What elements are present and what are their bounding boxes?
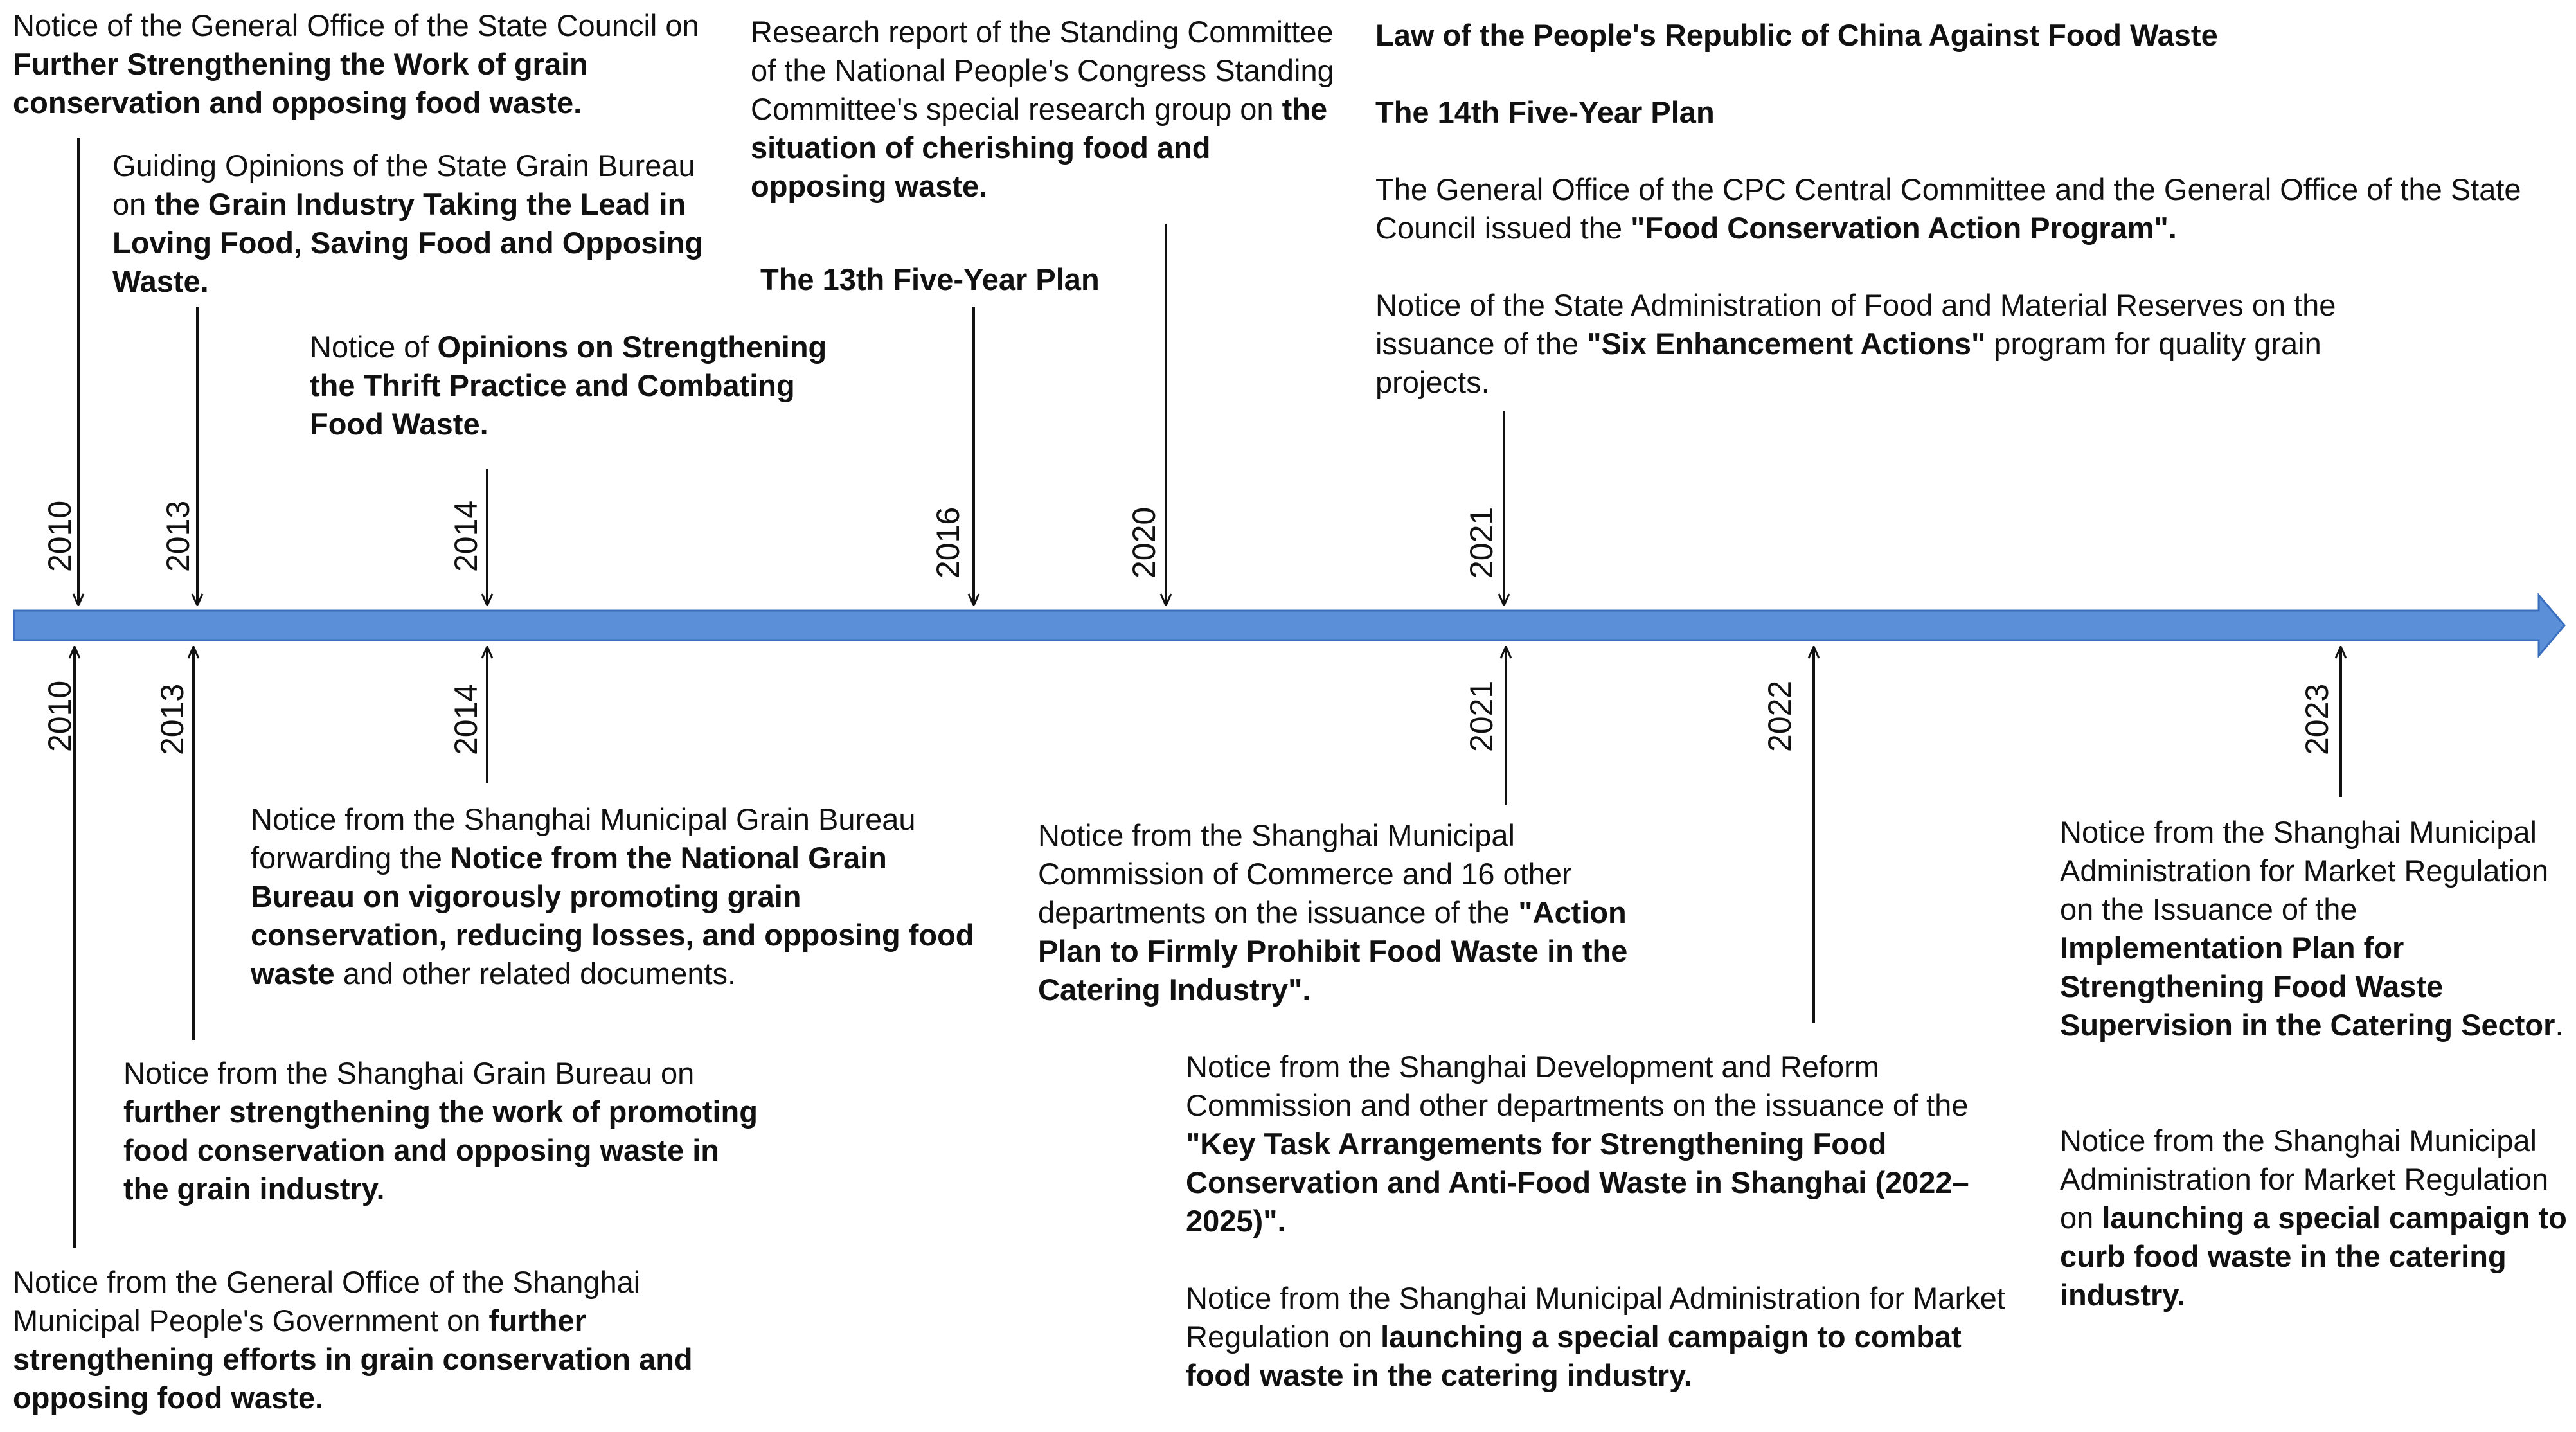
event-top-2021-notice xyxy=(1375,286,2429,402)
event-top-2021-plan xyxy=(1375,93,2545,132)
event-bottom-2014-title: Notice from the National Grain Bureau on vigorously promoting grain conservation, reducing losses, and opposing food waste xyxy=(251,841,974,990)
year-label-bottom-2023: 2023 xyxy=(2299,683,2335,755)
event-bottom-2021 xyxy=(1038,816,1687,1009)
year-label-bottom-2022: 2022 xyxy=(1762,680,1798,752)
event-bottom-2010-text: Notice from the General Office of the Shanghai Municipal People's Government on xyxy=(13,1265,641,1338)
event-top-2013-text: Guiding Opinions of the State Grain Bureau on xyxy=(112,148,695,221)
event-top-2013 xyxy=(112,147,736,301)
event-bottom-2022-tasks-text: Notice from the Shanghai Development and Reform Commission and other departments on the issuance of the xyxy=(1186,1050,1969,1122)
event-top-2021-law xyxy=(1375,16,2545,55)
event-bottom-2014-tail: and other related documents. xyxy=(334,956,737,990)
event-bottom-2023-plan-title: Implementation Plan for Strengthening Food Waste Supervision in the Catering Sector xyxy=(2060,931,2555,1042)
year-label-top-2016: 2016 xyxy=(930,506,966,578)
event-bottom-2022-campaign-text: Notice from the Shanghai Municipal Administration for Market Regulation on xyxy=(1186,1281,2005,1354)
event-top-2021-program-text: The General Office of the CPC Central Committee and the General Office of the State Council issued the xyxy=(1375,172,2521,245)
year-label-top-2014: 2014 xyxy=(448,500,484,572)
event-top-2020-title: the situation of cherishing food and opposing waste. xyxy=(751,92,1328,203)
event-top-2010-text: Notice of the General Office of the State Council on xyxy=(13,8,699,42)
year-label-top-2020: 2020 xyxy=(1126,506,1162,578)
event-bottom-2023-plan-text: Notice from the Shanghai Municipal Administration for Market Regulation on the Issuance of the xyxy=(2060,815,2549,926)
event-top-2014 xyxy=(310,328,837,443)
event-top-2020 xyxy=(751,13,1342,206)
event-top-2021-notice-tail: program for quality grain projects. xyxy=(1375,327,2321,399)
event-bottom-2023-plan-tail: . xyxy=(2555,1008,2564,1042)
event-bottom-2014-text: Notice from the Shanghai Municipal Grain Bureau forwarding the xyxy=(251,802,916,875)
event-top-2010-title: Further Strengthening the Work of grain conservation and opposing food waste. xyxy=(13,47,588,120)
event-top-2021-program xyxy=(1375,170,2545,247)
event-top-2021-notice-title: "Six Enhancement Actions" xyxy=(1587,327,1986,361)
event-bottom-2021-text: Notice from the Shanghai Municipal Commission of Commerce and 16 other departments on the issuance of the xyxy=(1038,818,1572,929)
year-label-bottom-2014: 2014 xyxy=(448,683,484,755)
timeline-axis-arrow xyxy=(14,595,2564,656)
event-bottom-2022-tasks-title: "Key Task Arrangements for Strengthening Food Conservation and Anti-Food Waste in Shanghai (2022–2025)". xyxy=(1186,1127,1969,1238)
event-bottom-2013-title: further strengthening the work of promoting food conservation and opposing waste in the grain industry. xyxy=(123,1095,758,1206)
event-bottom-2023-campaign-text: Notice from the Shanghai Municipal Administration for Market Regulation on xyxy=(2060,1123,2549,1235)
year-label-top-2013: 2013 xyxy=(160,500,196,572)
year-label-bottom-2013: 2013 xyxy=(154,683,190,755)
event-bottom-2023-campaign xyxy=(2060,1122,2568,1314)
event-top-2013-title: the Grain Industry Taking the Lead in Loving Food, Saving Food and Opposing Waste. xyxy=(112,187,704,298)
event-top-2021-law-title: Law of the People's Republic of China Against Food Waste xyxy=(1375,18,2218,52)
event-bottom-2013-text: Notice from the Shanghai Grain Bureau on xyxy=(123,1056,695,1090)
event-bottom-2022-campaign xyxy=(1186,1279,2008,1395)
event-top-2016-title: The 13th Five-Year Plan xyxy=(760,262,1100,296)
event-top-2014-text: Notice of xyxy=(310,330,438,364)
event-top-2021-notice-text: Notice of the State Administration of Food and Material Reserves on the issuance of the xyxy=(1375,288,2336,361)
event-top-2016 xyxy=(760,260,1210,299)
event-bottom-2010 xyxy=(13,1263,758,1417)
event-top-2010 xyxy=(13,6,726,122)
event-top-2020-text: Research report of the Standing Committee of the National People's Congress Standing Committee's special research group on xyxy=(751,15,1334,126)
event-bottom-2023-plan xyxy=(2060,813,2568,1044)
event-bottom-2021-title: "Action Plan to Firmly Prohibit Food Waste in the Catering Industry". xyxy=(1038,895,1628,1007)
event-bottom-2010-title: further strengthening efforts in grain conservation and opposing food waste. xyxy=(13,1303,693,1415)
event-top-2021-plan-title: The 14th Five-Year Plan xyxy=(1375,95,1715,129)
year-label-bottom-2010: 2010 xyxy=(42,680,78,752)
event-bottom-2022-tasks xyxy=(1186,1048,2008,1240)
year-label-top-2010: 2010 xyxy=(42,500,78,572)
event-top-2014-title: Opinions on Strengthening the Thrift Practice and Combating Food Waste. xyxy=(310,330,827,441)
year-label-top-2021: 2021 xyxy=(1463,506,1499,578)
event-bottom-2022-campaign-title: launching a special campaign to combat food waste in the catering industry. xyxy=(1186,1320,1962,1392)
event-bottom-2014 xyxy=(251,800,983,993)
event-bottom-2023-campaign-title: launching a special campaign to curb food waste in the catering industry. xyxy=(2060,1201,2567,1312)
event-bottom-2013 xyxy=(123,1054,766,1208)
event-top-2021-program-title: "Food Conservation Action Program". xyxy=(1631,211,2177,245)
year-label-bottom-2021: 2021 xyxy=(1463,680,1499,752)
